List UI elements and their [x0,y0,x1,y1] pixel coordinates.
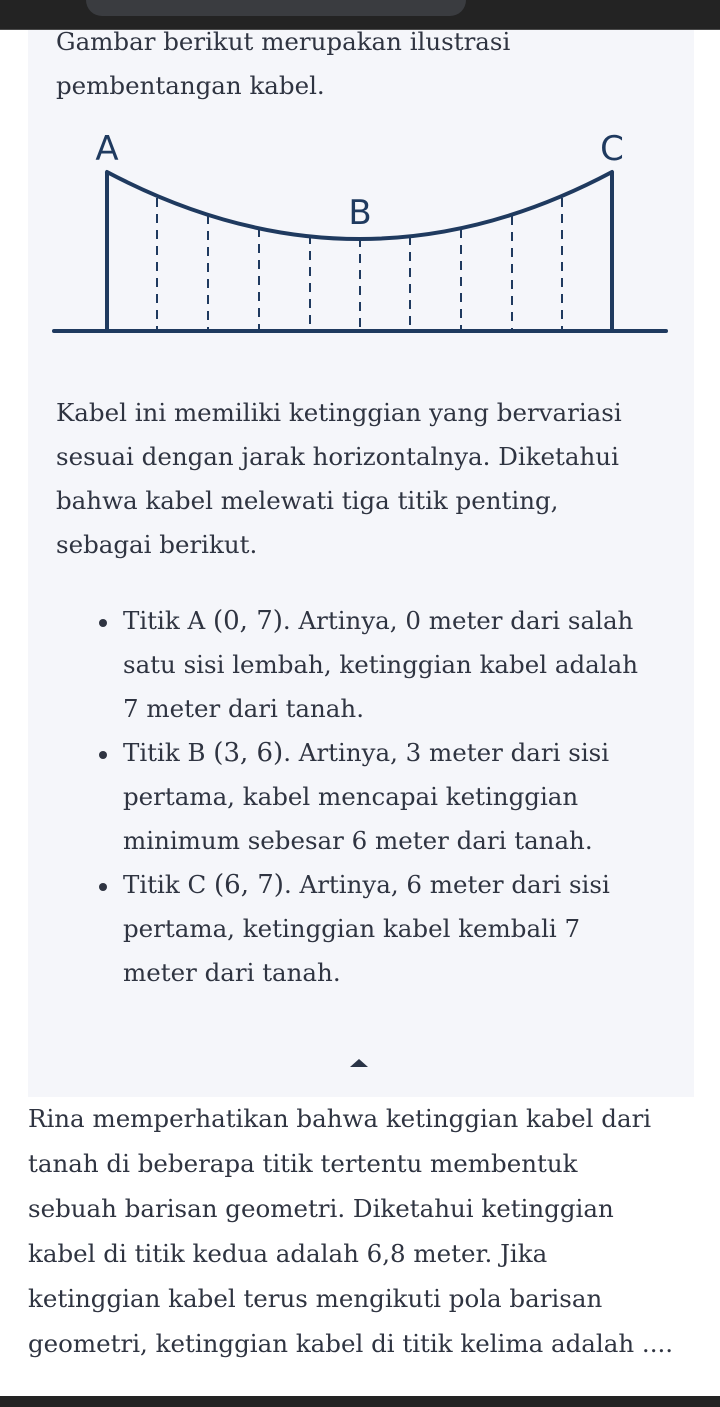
point-c-coord: (6, 7) [214,870,284,900]
point-c-line-2: pertama, ketinggian kabel kembali 7 [123,914,581,943]
point-a-line-2: satu sisi lembah, ketinggian kabel adalah [123,650,638,679]
list-item [56,599,638,731]
point-b-coord: (3, 6) [213,738,284,768]
point-c-prefix: Titik C [123,870,215,899]
question-line-6: geometri, ketinggian kabel di titik kelima adalah .... [28,1329,674,1358]
description-line-4: sebagai berikut. [56,530,258,559]
intro-line-2: pembentangan kabel. [56,71,325,100]
question-text [28,1096,673,1366]
question-line-1: Rina memperhatikan bahwa ketinggian kabel dari [28,1104,652,1133]
question-line-3: sebuah barisan geometri. Diketahui ketinggian [28,1194,614,1223]
label-b: B [348,193,372,233]
description-line-1: Kabel ini memiliki ketinggian yang bervariasi [56,398,622,427]
point-a-line-3: 7 meter dari tanah. [123,694,364,723]
point-c-rest: . Artinya, 6 meter dari sisi [283,870,610,899]
point-b-prefix: Titik B [123,738,214,767]
description-text [56,391,622,567]
description-line-3: bahwa kabel melewati tiga titik penting, [56,486,559,515]
point-b-line-2: pertama, kabel mencapai ketinggian [123,782,579,811]
cable-illustration [0,120,720,350]
point-a-prefix: Titik A [123,606,213,635]
question-line-4: kabel di titik kedua adalah 6,8 meter. Jika [28,1239,548,1268]
collapse-caret-icon[interactable] [350,1059,368,1067]
label-a: A [95,129,119,169]
question-line-5: ketinggian kabel terus mengikuti pola barisan [28,1284,603,1313]
camera-notch [86,0,466,16]
intro-text [56,20,510,108]
question-line-2: tanah di beberapa titik tertentu membentuk [28,1149,578,1178]
list-item [56,863,638,995]
description-line-2: sesuai dengan jarak horizontalnya. Diketahui [56,442,619,471]
point-a-rest: . Artinya, 0 meter dari salah [282,606,634,635]
list-item [56,731,638,863]
point-a-coord: (0, 7) [212,606,283,636]
points-list [56,599,638,995]
intro-line-1: Gambar berikut merupakan ilustrasi [56,27,511,56]
point-b-line-3: minimum sebesar 6 meter dari tanah. [123,826,593,855]
point-b-rest: . Artinya, 3 meter dari sisi [283,738,610,767]
label-c: C [600,129,624,169]
navigation-bar [0,1396,720,1407]
point-c-line-3: meter dari tanah. [123,958,341,987]
